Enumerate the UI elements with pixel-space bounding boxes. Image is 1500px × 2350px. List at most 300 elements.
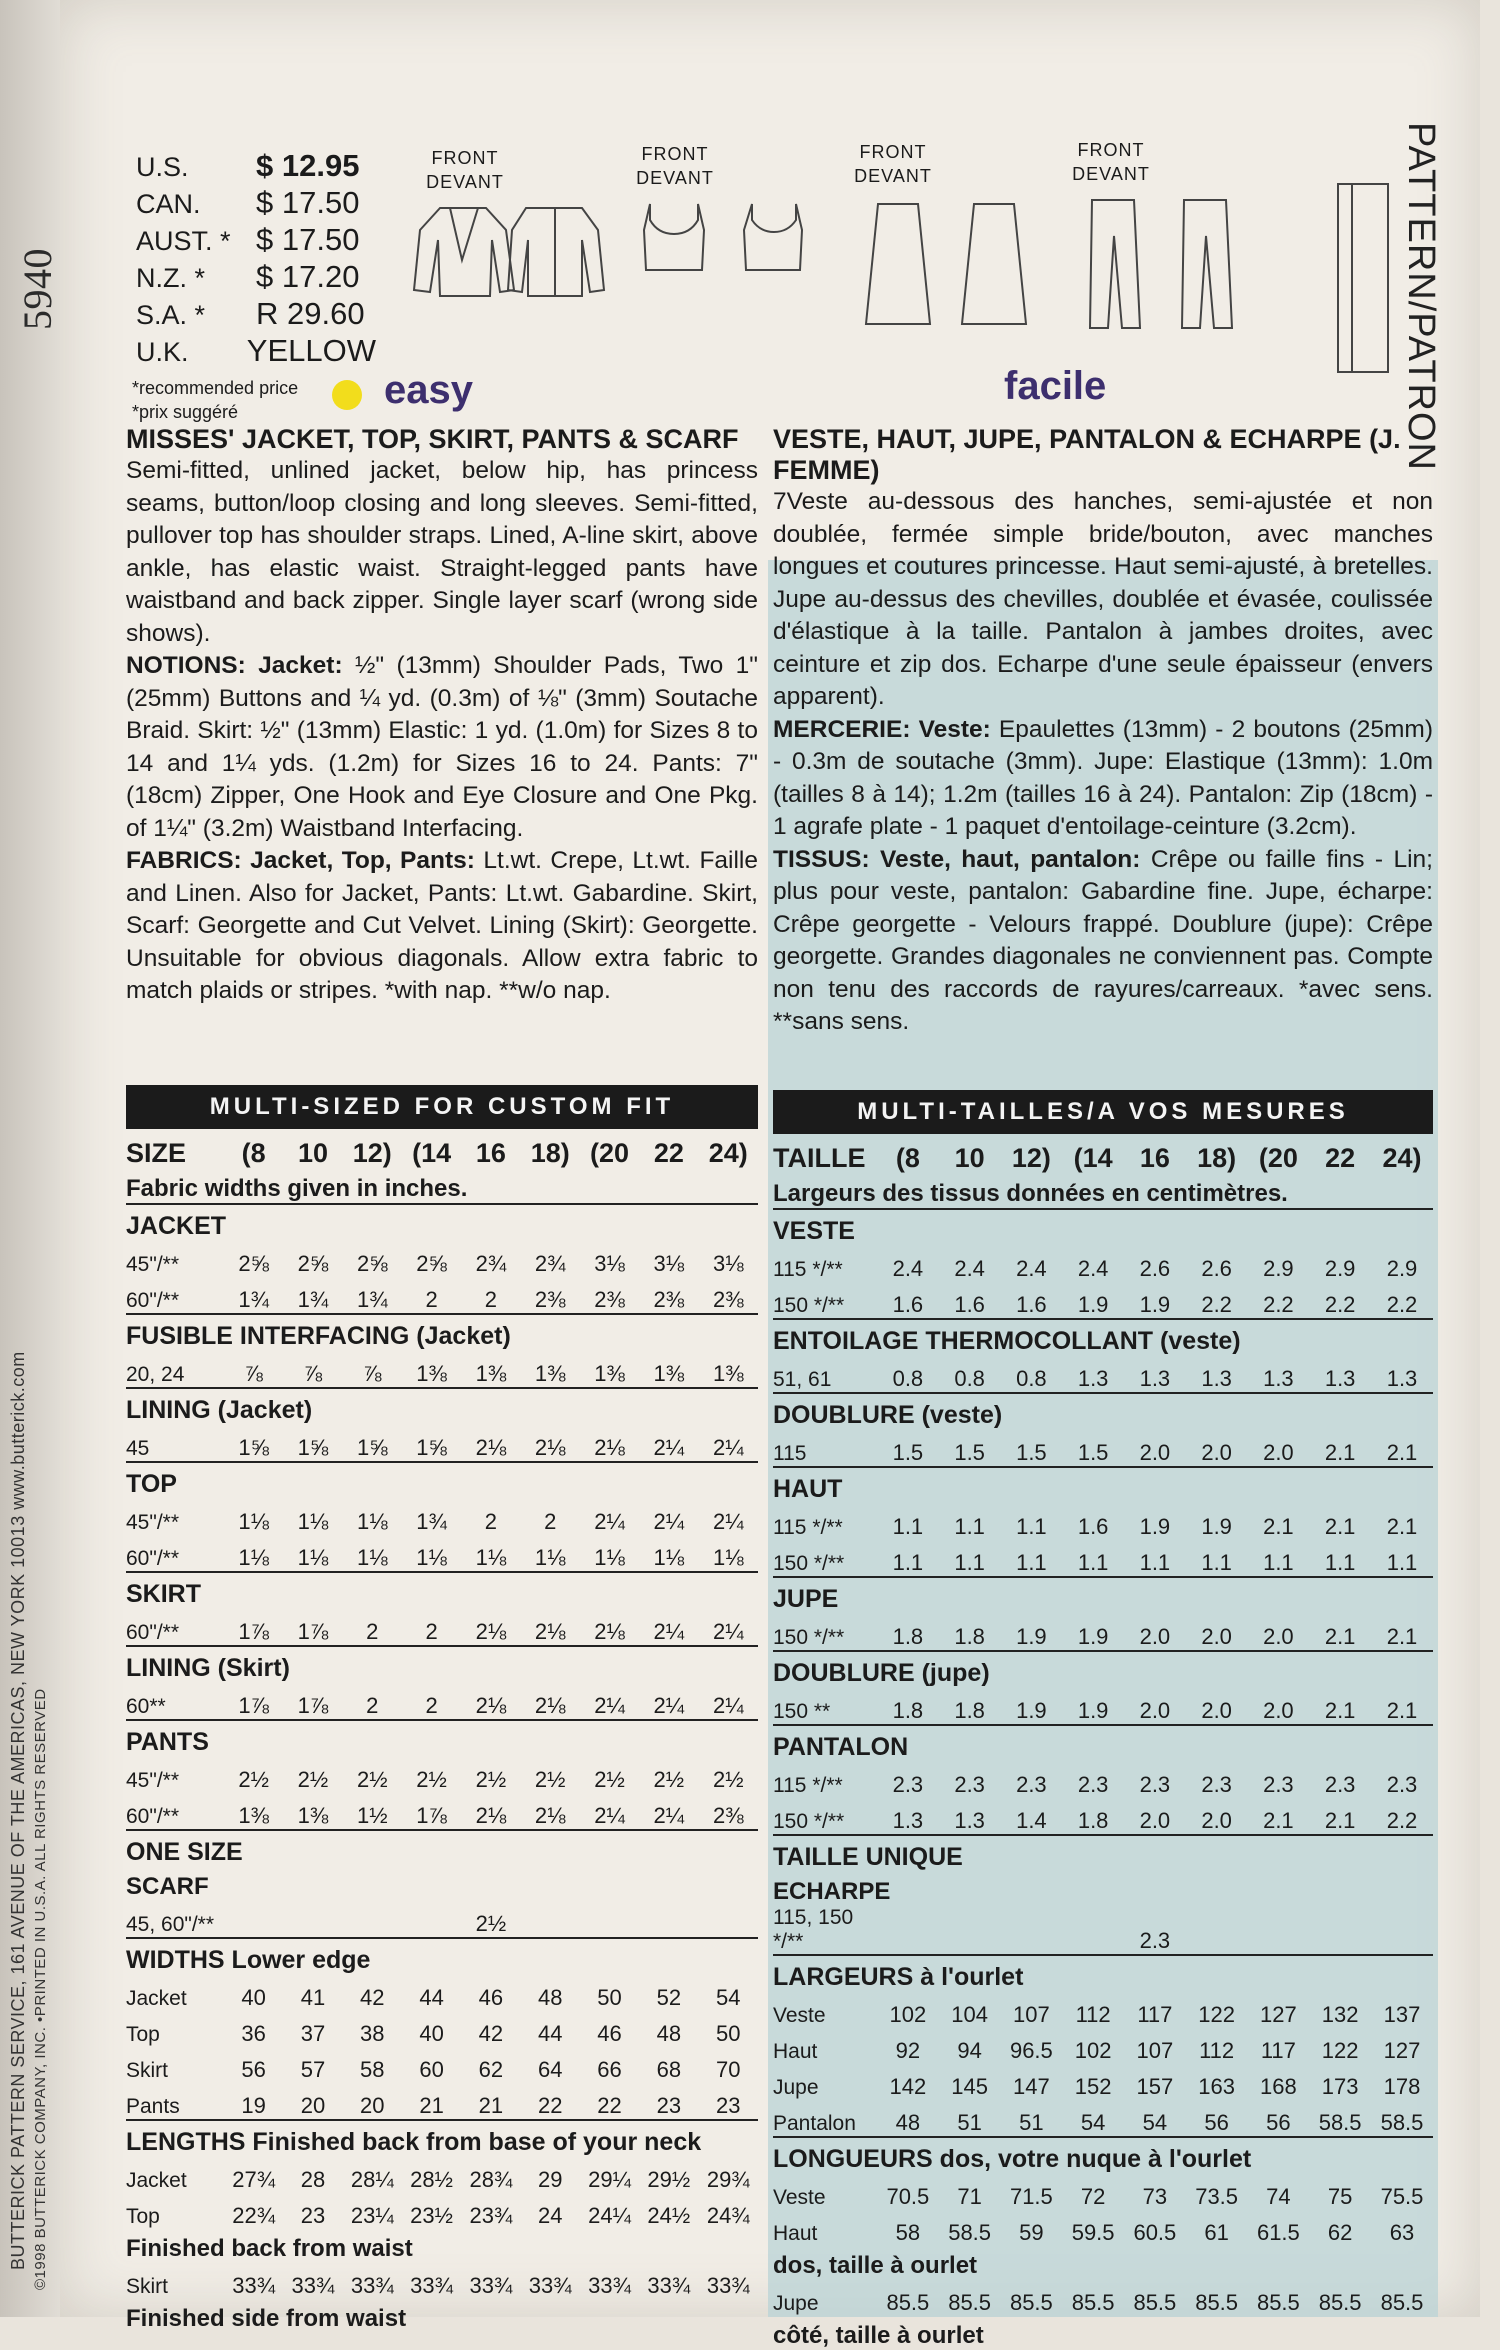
measure-value: 75.5 [1380,2184,1424,2209]
table-row [126,1499,758,1535]
fabric-width-label: 150 */** [773,1810,845,1833]
measure-value: 24½ [647,2203,691,2228]
fabric-width-label: 60** [126,1695,166,1718]
table-row [126,2193,758,2229]
yardage-value: 2.1 [1386,1624,1418,1649]
yardage-value: 2.1 [1263,1808,1294,1833]
english-fabrics: FABRICS: Jacket, Top, Pants: Lt.wt. Crepe, Lt.wt. Faille and Linen. Also for Jacket, Pants: Lt.wt. Gabardine. Skirt, Scarf: Georgette and Cut Velvet. Lining (Skirt): Georgette. Unsuitable for obvious diagonals. Allow extra fabric to match plaids or stripes. *with nap. **w/o nap. [126,847,758,1004]
measure-value: 72 [1080,2184,1106,2209]
size-heading: 24) [708,1138,748,1168]
section-title: ENTOILAGE THERMOCOLLANT (veste) [773,1319,1433,1356]
table-row [773,2064,1433,2100]
scarf-heading: ECHARPE [773,1878,891,1905]
price-country: U.S. [136,152,189,182]
yardage-value: 1⅝ [416,1435,447,1460]
size-heading: (14 [1073,1143,1113,1173]
measure-value: 145 [951,2074,988,2099]
measure-value: 127 [1383,2038,1421,2063]
measure-value: 102 [1074,2038,1112,2063]
yardage-value: 2.2 [1263,1292,1294,1317]
table-row [773,2174,1433,2210]
yardage-value: 2.3 [1324,1772,1356,1797]
measure-value: 48 [537,1985,563,2010]
yardage-value: 2.3 [954,1772,985,1797]
yardage-value: 1.5 [892,1440,924,1465]
measure-value: 58.5 [1380,2110,1424,2135]
measure-value: 42 [478,2021,504,2046]
measure-value: 96.5 [1009,2038,1053,2063]
fabric-width-label: 115 */** [773,1774,843,1797]
measure-value: 23 [716,2093,741,2118]
measure-value: 62 [1327,2220,1353,2245]
table-row [773,2100,1433,2137]
size-heading: 10 [954,1143,985,1173]
scarf-value: 2.3 [1139,1928,1171,1953]
yardage-value: 1⅜ [534,1361,566,1386]
yardage-value: 2.0 [1201,1440,1232,1465]
size-heading: (14 [412,1138,452,1168]
fabric-width-label: 115, 150 */** [773,1906,854,1953]
table-row [126,2157,758,2193]
table-row [126,1683,758,1720]
section-heading-row [126,1720,758,1757]
measure-value: 85.5 [1071,2290,1115,2315]
french-description: 7Veste au-dessous des hanches, semi-ajustée et non doublée, fermée simple bride/bouton, avec manches longues et coutures princesse. Haut semi-ajusté, à bretelles. Jupe au-dessus des chevilles, doublée et évasée, coulissée d'élastique à la taille. Pantalon à jambes droites, avec ceinture et zip dos. Echarpe d'une seule épaisseur (envers apparent). [773,488,1433,710]
yardage-value: 2 [484,1287,498,1312]
measure-value: 50 [716,2021,741,2046]
yardage-value: ⅞ [244,1361,263,1386]
measure-value: 48 [895,2110,921,2135]
fabric-width-label: 60"/** [126,1621,179,1644]
yardage-value: 2.3 [1016,1772,1047,1797]
measure-value: 23¼ [350,2203,394,2228]
measure-value: 51 [1019,2110,1044,2135]
yardage-value: 1⅛ [594,1545,625,1570]
price-list [136,148,376,370]
spacer [521,1901,758,1938]
yardage-value: 1⅛ [297,1545,329,1570]
yardage-value: 1.3 [1263,1366,1294,1391]
measure-value: 28½ [410,2167,453,2192]
measure-value: 85.5 [886,2290,930,2315]
table-row [126,1975,758,2011]
yardage-value: 2¼ [594,1509,625,1534]
table-row [126,2047,758,2083]
yardage-value: 2⅛ [594,1435,625,1460]
yardage-value: 1⅛ [475,1545,507,1570]
measure-value: 74 [1266,2184,1291,2209]
garment-label: Skirt [126,2059,168,2082]
yardage-value: 2¼ [653,1803,685,1828]
scarf-sketch [1328,180,1398,385]
yardage-value: 2.0 [1139,1808,1171,1833]
section-heading-row [126,1462,758,1499]
yardage-value: 1⅞ [416,1803,447,1828]
section-title: JACKET [126,1204,758,1241]
yardage-value: 1.6 [954,1292,985,1317]
pants-sketch [1084,196,1254,341]
measure-value: 48 [656,2021,682,2046]
yardage-value: 1¾ [297,1287,329,1312]
measure-value: 59.5 [1071,2220,1115,2245]
table-row [126,1241,758,1277]
yardage-value: 1.8 [1077,1808,1109,1833]
price-row [136,333,376,370]
yardage-value: 2⅜ [594,1287,625,1312]
table-row [773,1504,1433,1540]
measure-value: 33¾ [410,2273,453,2298]
yardage-value: 1⅞ [238,1693,269,1718]
yardage-value: 1.9 [1016,1698,1047,1723]
measure-value: 29¼ [588,2167,631,2192]
measure-value: 52 [656,1985,682,2010]
yardage-value: 1.9 [1139,1514,1171,1539]
yardage-value: 1.5 [1077,1440,1109,1465]
yardage-value: 1⅜ [416,1361,447,1386]
table-row [773,1430,1433,1467]
yardage-value: 2¼ [712,1435,744,1460]
price-value: $ 17.50 [256,222,360,257]
yardage-value: 2⅜ [712,1803,744,1828]
yardage-value: 1.1 [1386,1550,1418,1575]
yardage-value: 2⅛ [475,1435,507,1460]
yardage-value: 2⅛ [534,1803,566,1828]
section-title: DOUBLURE (jupe) [773,1651,1433,1688]
copyright-text: ©1998 BUTTERICK COMPANY, INC. •PRINTED IN U.S.A. ALL RIGHTS RESERVED [32,1688,49,2290]
fabric-width-label: 115 [773,1442,807,1465]
measure-heading: WIDTHS Lower edge [126,1938,758,1975]
measure-value: 57 [300,2057,326,2082]
measure-value: 23 [300,2203,326,2228]
garment-label: Veste [773,2004,826,2027]
measure-value: 137 [1383,2002,1421,2027]
yardage-value: 2.3 [1077,1772,1109,1797]
garment-label: Pantalon [773,2112,856,2135]
measure-value: 33¾ [528,2273,572,2298]
measure-value: 127 [1260,2002,1297,2027]
section-heading-row [773,1393,1433,1430]
fabric-width-label: 60"/** [126,1547,179,1570]
yardage-value: 1.1 [892,1550,924,1575]
yardage-value: 1⅜ [238,1803,269,1828]
measure-value: 85.5 [1195,2290,1239,2315]
yardage-value: 2¼ [712,1693,744,1718]
price-country: U.K. [136,337,189,367]
pattern-number: 5940 [15,248,60,330]
yardage-value: 2.3 [1139,1772,1171,1797]
measure-value: 56 [1204,2110,1229,2135]
yardage-value: 2.1 [1386,1440,1418,1465]
measure-value: 112 [1075,2002,1111,2027]
price-value: $ 17.50 [256,185,360,220]
yardage-value: 1.1 [1263,1550,1294,1575]
yardage-value: 2.9 [1386,1256,1418,1281]
measure-value: 44 [537,2021,563,2046]
section-heading-row [773,1467,1433,1504]
section-heading-row [126,1204,758,1241]
table-row [126,2263,758,2299]
section-title: LINING (Jacket) [126,1388,758,1425]
yardage-value: 1¾ [416,1509,447,1534]
measure-value: 22¾ [232,2203,276,2228]
yardage-value: 2¼ [594,1693,625,1718]
yardage-value: 1.3 [954,1808,985,1833]
measure-value: 23¾ [469,2203,513,2228]
yardage-value: 2.1 [1324,1624,1356,1649]
yardage-value: 1⅛ [653,1545,685,1570]
yardage-value: 1⅜ [594,1361,625,1386]
yardage-value: 1⅞ [297,1693,329,1718]
english-notions: NOTIONS: Jacket: ½" (13mm) Shoulder Pads, Two 1" (25mm) Buttons and ¼ yd. (0.3m) of ⅛" (3mm) Soutache Braid. Skirt: ½" (13mm) Elastic: 1 yd. (1.0m) for Sizes 8 to 14 and 1¼ yds. (1.2m) for Sizes 16 to 24. Pants: 7" (18cm) Zipper, One Hook and Eye Closure and One Pkg. of 1¼" (3.2m) Waistband Interfacing. [126,652,758,842]
section-heading-row [126,1388,758,1425]
spacer [224,1901,461,1938]
section-title: HAUT [773,1467,1433,1504]
measure-value: 21 [478,2093,504,2118]
table-row [773,1246,1433,1282]
spacer [877,1906,1124,1955]
yardage-value: 1.1 [892,1514,924,1539]
yellow-dot-icon [332,380,362,410]
measure-value: 122 [1198,2002,1235,2027]
measure-value: 21 [419,2093,444,2118]
measure-value: 61.5 [1256,2220,1300,2245]
measure-value: 23½ [410,2203,453,2228]
yardage-value: 1⅛ [534,1545,566,1570]
yardage-value: 2.9 [1263,1256,1294,1281]
yardage-value: 1½ [356,1803,388,1828]
yardage-value: 2½ [712,1767,744,1792]
yardage-value: 1⅝ [356,1435,388,1460]
measure-value: 40 [241,1985,266,2010]
yardage-value: 1⅜ [712,1361,744,1386]
yardage-value: 1.6 [892,1292,924,1317]
top-sketch [640,200,820,285]
table-row [126,1793,758,1830]
table-row [126,1609,758,1646]
fabric-width-label: 45"/** [126,1769,179,1792]
measure-value: 85.5 [948,2290,992,2315]
measure-value: 51 [957,2110,982,2135]
front-label-pants: FRONT DEVANT [1072,140,1150,184]
yardage-value: 1.1 [1324,1550,1356,1575]
yardage-value: 2½ [297,1767,329,1792]
yardage-value: 2½ [356,1767,388,1792]
measure-value: 33¾ [706,2273,750,2298]
measure-value: 132 [1321,2002,1359,2027]
measure-value: 71 [957,2184,982,2209]
yardage-value: 2¾ [475,1251,507,1276]
section-heading-row [126,1572,758,1609]
measure-value: 85.5 [1380,2290,1424,2315]
price-row [136,185,376,222]
yardage-value: 2.4 [892,1256,924,1281]
yardage-value: 2.0 [1139,1624,1171,1649]
table-row [773,1992,1433,2028]
yardage-value: 1⅛ [238,1545,269,1570]
yardage-value: 2⅛ [534,1435,566,1460]
table-row [773,1282,1433,1319]
yardage-value: 2.1 [1324,1514,1356,1539]
section-title: TOP [126,1462,758,1499]
price-value: R 29.60 [256,296,365,331]
table-row [773,1356,1433,1393]
waist-heading: Finished back from waist [126,2235,413,2262]
yardage-value: 2⅛ [534,1693,566,1718]
measure-value: 142 [889,2074,927,2099]
measure-value: 85.5 [1318,2290,1362,2315]
yardage-value: 1.1 [1077,1550,1109,1575]
yardage-value: 2¼ [712,1619,744,1644]
section-heading-row [773,1209,1433,1246]
yardage-value: 1.9 [1077,1698,1109,1723]
measure-value: 66 [597,2057,622,2082]
yardage-value: 2.2 [1386,1292,1418,1317]
measure-value: 85.5 [1256,2290,1300,2315]
size-heading: 16 [475,1138,506,1168]
garment-label: Top [126,2023,160,2046]
measure-value: 23 [656,2093,682,2118]
side-waist-heading: côté, taille à ourlet [773,2322,984,2349]
section-title: LINING (Skirt) [126,1646,758,1683]
table-row [773,1614,1433,1651]
section-heading-row [773,1577,1433,1614]
measure-value: 178 [1383,2074,1421,2099]
measure-value: 157 [1136,2074,1174,2099]
measure-value: 22 [537,2093,563,2118]
fabric-width-label: 45 [126,1437,150,1460]
yardage-value: 2.3 [1201,1772,1232,1797]
jacket-sketch [410,200,610,305]
measure-value: 73.5 [1195,2184,1239,2209]
fabric-width-label: 115 */** [773,1258,843,1281]
yardage-value: 1.1 [954,1514,985,1539]
yardage-value: 2.0 [1201,1624,1232,1649]
measure-value: 54 [716,1985,741,2010]
yardage-value: 2 [366,1693,379,1718]
yardage-value: 2⅛ [475,1803,507,1828]
yardage-value: 2 [544,1509,557,1534]
yardage-value: 1⅛ [356,1509,388,1534]
yardage-value: 1⅜ [475,1361,507,1386]
yardage-value: 1.6 [1016,1292,1047,1317]
price-value: YELLOW [246,333,376,368]
yardage-value: 2⅜ [712,1287,744,1312]
yardage-value: 2.0 [1201,1808,1232,1833]
table-row [126,1277,758,1314]
yardage-value: 2⅜ [653,1287,685,1312]
yardage-value: 2¼ [653,1509,685,1534]
measure-value: 50 [597,1985,622,2010]
english-yardage-bar: MULTI-SIZED FOR CUSTOM FIT [126,1085,758,1129]
measure-value: 40 [419,2021,444,2046]
measure-value: 37 [300,2021,326,2046]
fabric-width-label: 150 */** [773,1626,845,1649]
yardage-value: 2¼ [653,1693,685,1718]
table-row [773,1798,1433,1835]
yardage-value: 2.3 [892,1772,924,1797]
fabric-width-label: 150 ** [773,1700,831,1723]
table-row [126,1535,758,1572]
section-title: JUPE [773,1577,1433,1614]
yardage-value: 2.0 [1201,1698,1232,1723]
english-yardage-table [126,1129,758,2333]
size-heading: (8 [895,1143,920,1173]
yardage-value: 2.1 [1324,1698,1356,1723]
yardage-value: 2⅝ [238,1251,269,1276]
table-row [773,1762,1433,1798]
measure-value: 29½ [647,2167,691,2192]
yardage-value: 1⅜ [653,1361,685,1386]
yardage-value: 1⅞ [297,1619,329,1644]
fabric-width-label: 45, 60"/** [126,1913,215,1936]
yardage-value: 2 [425,1287,438,1312]
size-heading: 10 [297,1138,328,1168]
french-yardage-bar: MULTI-TAILLES/A VOS MESURES [773,1090,1433,1134]
size-heading: 22 [1325,1143,1356,1173]
yardage-value: 2.0 [1263,1624,1294,1649]
yardage-value: 2.1 [1263,1514,1294,1539]
measure-value: 122 [1321,2038,1359,2063]
yardage-value: 2.3 [1263,1772,1294,1797]
yardage-value: 1.9 [1077,1292,1109,1317]
size-heading: 18) [1197,1143,1237,1173]
measure-value: 54 [1142,2110,1168,2135]
measure-value: 46 [597,2021,622,2046]
yardage-value: 1.1 [1016,1514,1047,1539]
measure-value: 24¾ [706,2203,750,2228]
garment-label: Jupe [773,2076,819,2099]
yardage-value: 1⅝ [297,1435,329,1460]
measure-value: 54 [1080,2110,1106,2135]
price-row [136,222,376,259]
yardage-value: 2¾ [534,1251,566,1276]
yardage-value: 2⅝ [356,1251,388,1276]
measure-value: 168 [1260,2074,1297,2099]
yardage-value: 1.8 [892,1698,924,1723]
yardage-value: 2½ [416,1767,447,1792]
yardage-value: 2⅛ [534,1619,566,1644]
measure-value: 20 [300,2093,326,2118]
scarf-value: 2½ [475,1911,507,1936]
yardage-value: 3⅛ [712,1251,744,1276]
yardage-value: 0.8 [892,1366,924,1391]
one-size-heading: ONE SIZE [126,1830,758,1867]
measure-value: 62 [478,2057,504,2082]
waist-heading: dos, taille à ourlet [773,2252,978,2279]
yardage-value: 2.1 [1386,1514,1418,1539]
measure-heading: LENGTHS Finished back from base of your neck [126,2120,758,2157]
fabric-widths-note: Largeurs des tissus données en centimètres. [773,1180,1288,1207]
measure-value: 24¼ [588,2203,631,2228]
section-title: VESTE [773,1209,1433,1246]
yardage-value: 1⅞ [238,1619,269,1644]
yardage-value: 2⅛ [594,1619,625,1644]
front-label-jacket: FRONT DEVANT [426,148,504,192]
measure-value: 33¾ [350,2273,394,2298]
side-waist-heading: Finished side from waist [126,2305,407,2332]
measure-heading: LONGUEURS dos, votre nuque à l'ourlet [773,2137,1433,2174]
measure-value: 58.5 [948,2220,992,2245]
facile-logo: facile [1004,364,1107,408]
spacer [1186,1906,1433,1955]
size-heading: 24) [1382,1143,1422,1173]
measure-value: 102 [889,2002,927,2027]
table-row [126,1351,758,1388]
fabric-width-label: 115 */** [773,1516,843,1539]
yardage-value: 2.2 [1386,1808,1418,1833]
yardage-value: 1.3 [1201,1366,1232,1391]
yardage-value: 2.3 [1386,1772,1418,1797]
